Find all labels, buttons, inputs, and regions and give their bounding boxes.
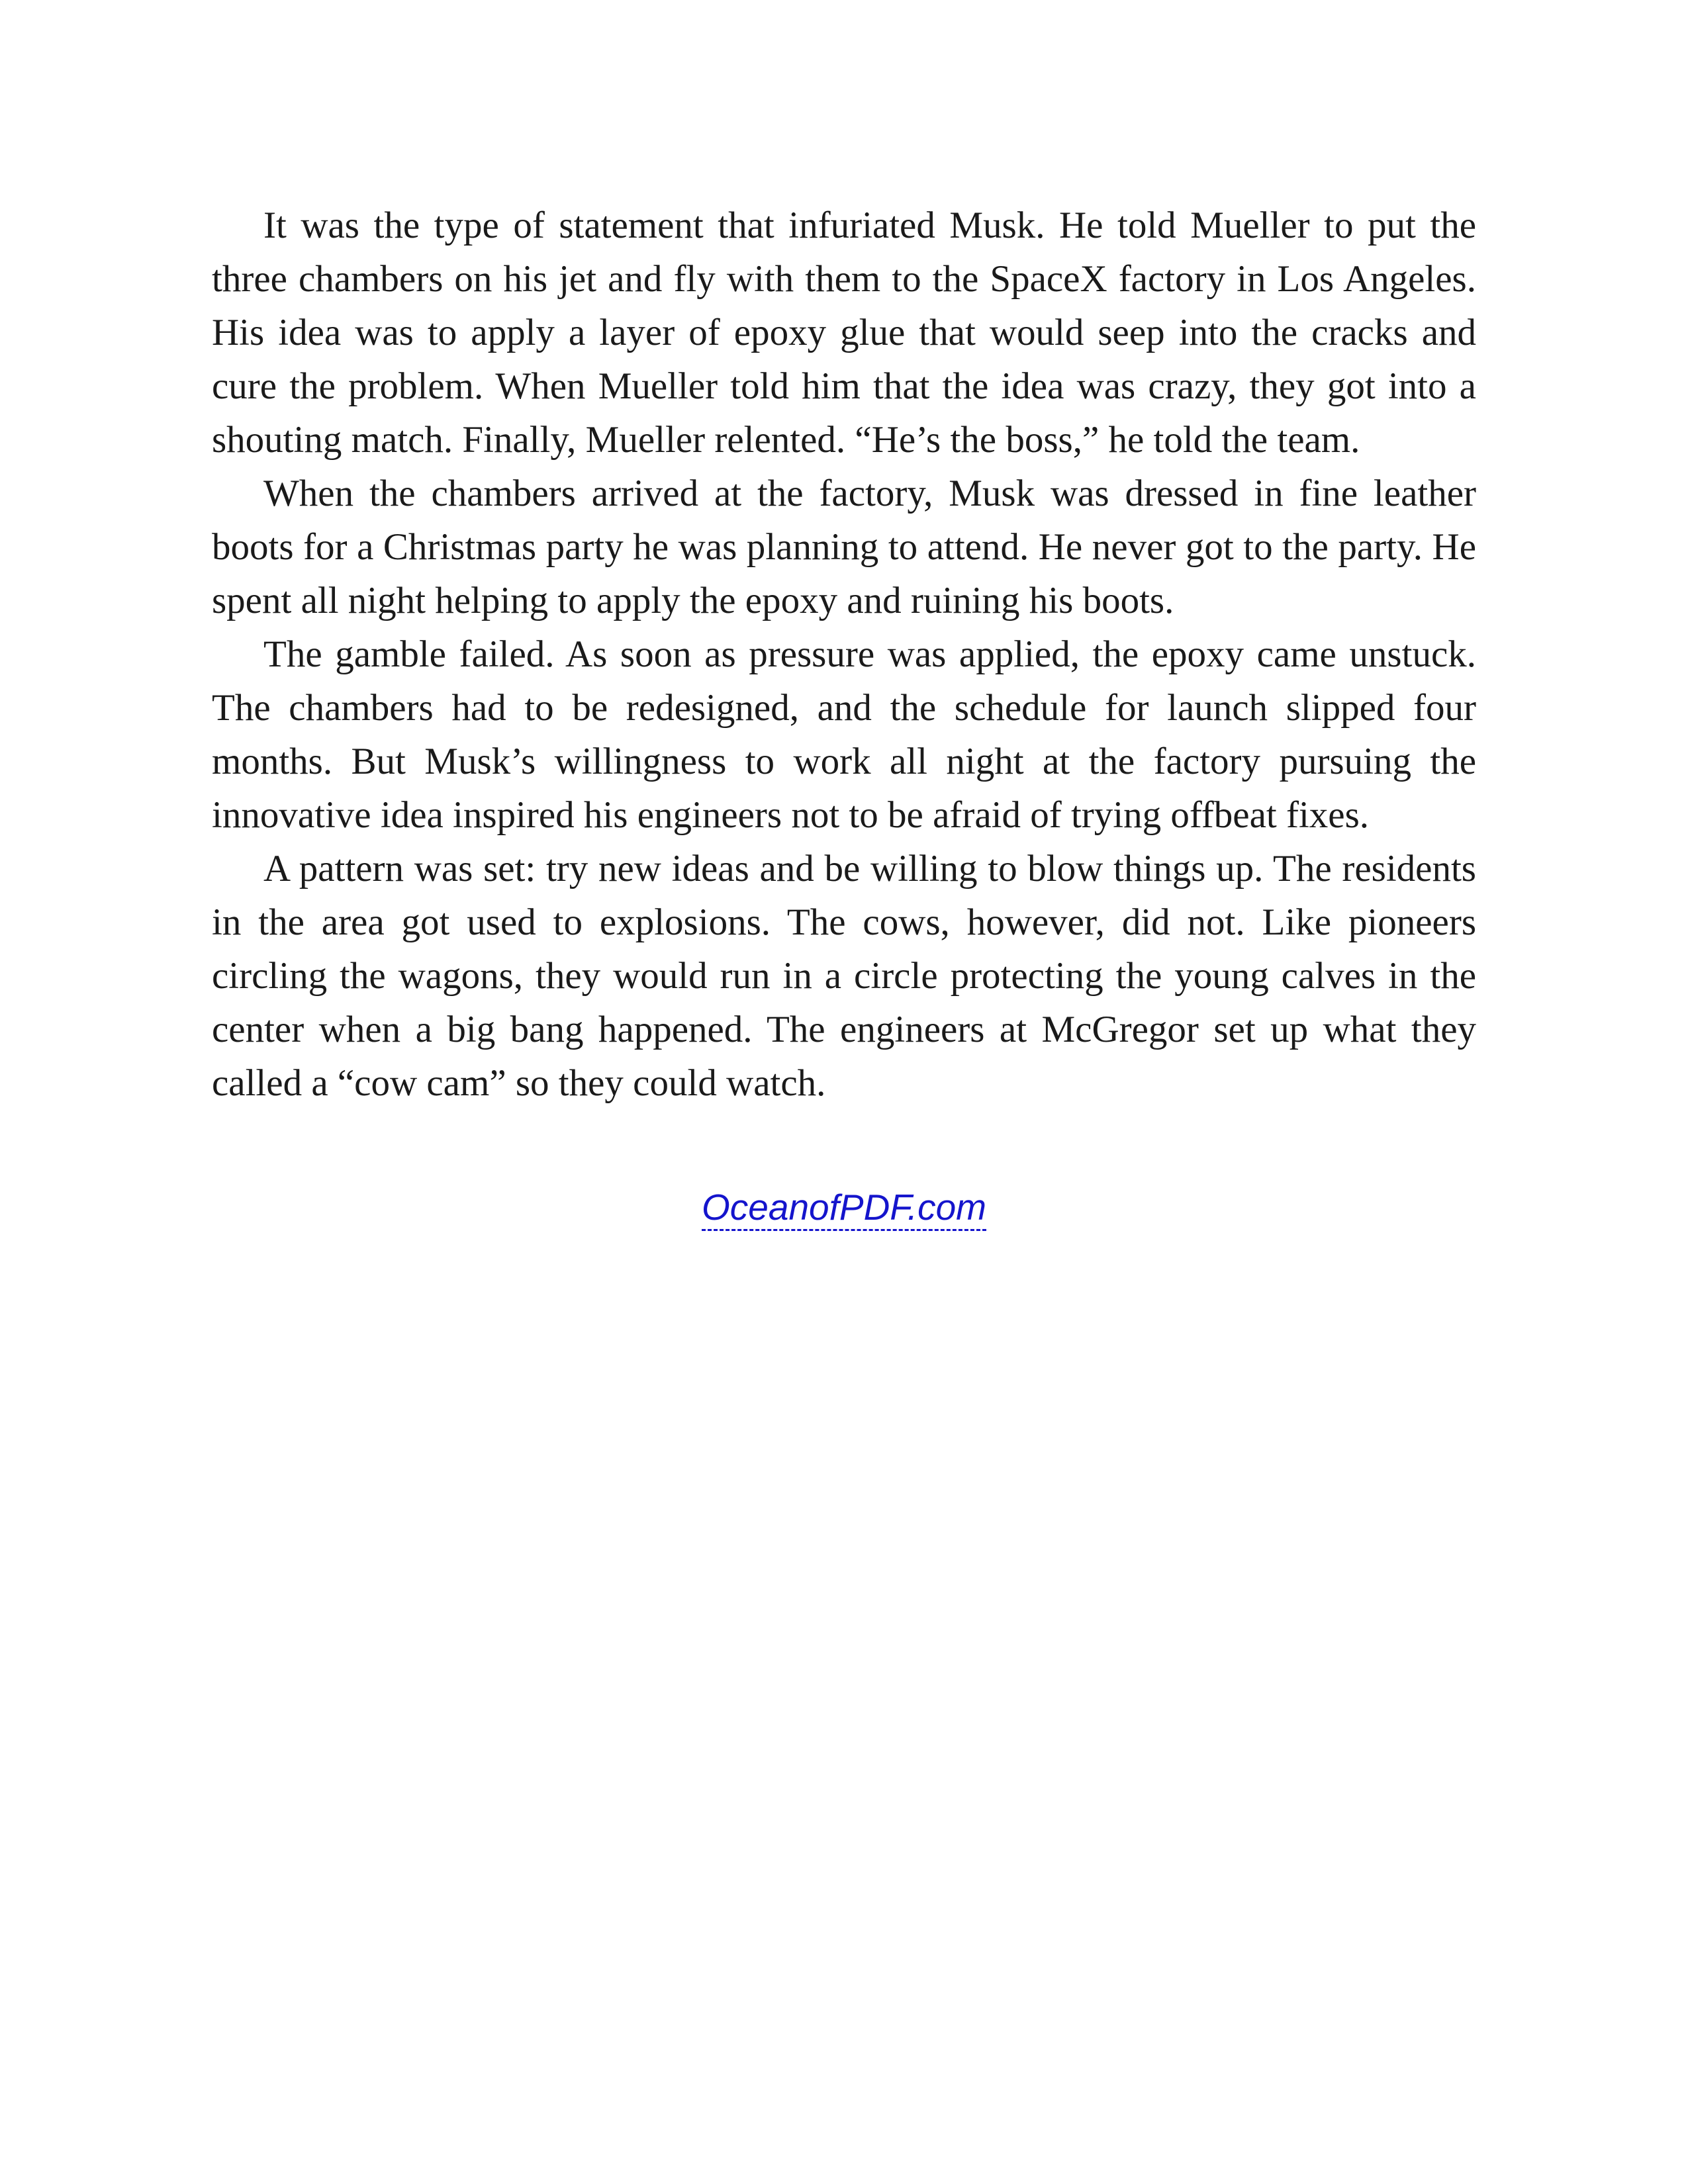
- paragraph: A pattern was set: try new ideas and be willing to blow things up. The residents in the area got used to explosions. The cows, however, did not. Like pioneers circling the wagons, they would run in a circle protecting the young calves in the center when a big bang happened. The engineers at McGregor set up what they called a “cow cam” so they could watch.: [212, 848, 1476, 1104]
- paragraph: When the chambers arrived at the factory, Musk was dressed in fine leather boots for a Christmas party he was planning to attend. He never got to the party. He spent all night helping to apply the epoxy and ruining his boots.: [212, 473, 1476, 621]
- oceanofpdf-link[interactable]: OceanofPDF.com: [702, 1187, 986, 1231]
- footer: [0, 1186, 1688, 1228]
- paragraph: The gamble failed. As soon as pressure was applied, the epoxy came unstuck. The chambers had to be redesigned, and the schedule for launch slipped four months. But Musk’s willingness to work all night at the factory pursuing the innovative idea inspired his engineers not to be afraid of trying offbeat fixes.: [212, 633, 1476, 836]
- document-body: [212, 199, 1476, 1110]
- paragraph: It was the type of statement that infuriated Musk. He told Mueller to put the three chambers on his jet and fly with them to the SpaceX factory in Los Angeles. His idea was to apply a layer of epoxy glue that would seep into the cracks and cure the problem. When Mueller told him that the idea was crazy, they got into a shouting match. Finally, Mueller relented. “He’s the boss,” he told the team.: [212, 205, 1476, 461]
